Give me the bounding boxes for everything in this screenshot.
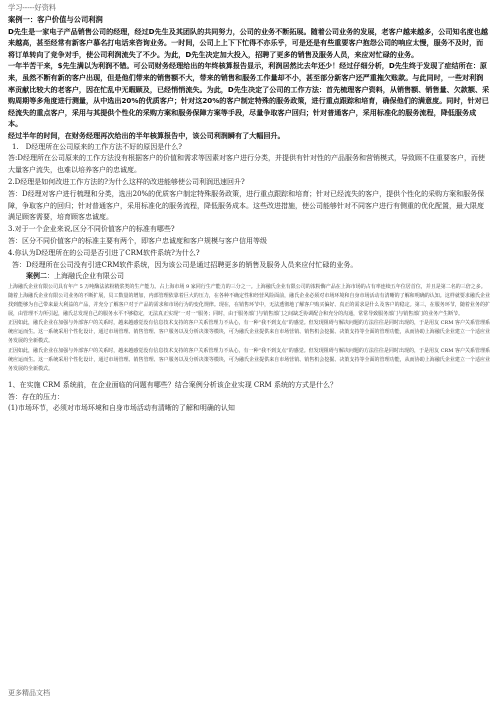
case1-answer: 答:D经理所在公司原来的工作方法没有根据客户的价值和需求等因素对客户进行分类，并提供有针对性的产品服务和营销模式，导致顾不住重要客户，而使大量客户流失，也难以培养客户的忠诚度。 <box>8 154 485 175</box>
case2-answer-item: (1)市场环节，必须对市场环境和自身市场活动有清晰的了解和明确的认知 <box>8 404 235 413</box>
page-footer: 更多精品文档 <box>8 689 50 697</box>
case2-answer: 答：存在的压力： <box>8 392 64 401</box>
case2-paragraph: 随着上海融氏企业有限公司业务的不断扩展，员工数量的增加，内部管理依靠着巨大的压力，在各种不确定性和经营风险面前，融氏企业必须对市场环境和自身市场活动有清晰的了解和明确的认知。这样就要求融氏企业找到能够为自己带来最大利益的产品，并充分了解客户对于产品的需求和市场行为的变化规律。现在，在销售环节中，无法透彻地了解客户购买偏好、真正的需求是什么及客户的稳定。第三，在服务环节，随着业务的扩展，由管理不力所引起，融氏总发现自己的服务水平不够稳定，无法真正实现“一对一”服务；同时，由于服务部门与销售部门之间缺乏协调配合和充分的沟通，常常导致服务部门与销售部门的业务产生断节。 <box>8 292 490 318</box>
case2-title-text: ：上海融氏企业有限公司 <box>47 272 124 281</box>
case1-answer: 答：D经理所在公司没有引进CRM软件系统，因为该公司是通过招聘更多的销售及服务人员来应付忙碌的业务。 <box>12 260 358 269</box>
case2-title <box>8 271 490 283</box>
document-body <box>8 14 490 415</box>
case1-question: 3.对于一个企业来说,区分不同价值客户的标准有哪些? <box>8 225 175 234</box>
case2-paragraph: 正因如此，融氏企业在加强与外部客户的关系时，越来越感觉没有信息技术支持的客户关系管理力不从心，有一种“我不到支点”的感觉。但发现阻碍与解决问题的方法往往是同时出现的，于是用友 CRM 客户关系管理系统应运而生。这一系统采用个性化设计，通过市场管理、销售管理、客户服务以及分析决策等模块，可为融氏企业提供来自市场营销、销售机会挖掘、决策支持等全面的管理功能，从而协助上海融氏企业建立一个适应业务发展的全新模式。 <box>8 320 490 345</box>
case1-paragraph: D先生是一家电子产品销售公司的经理，经过D先生及其团队的共同努力，公司的业务不断拓展。随着公司业务的发展，老客户越来越多，公司知名度也越来越高，甚至经常有新客户慕名打电话来咨询业务。一时间，公司上上下下忙得不亦乐乎，可是还是有些重要客户抱怨公司的响应太慢，服务不及时，而将订单转向了竞争对手，使公司利润流失了不少。为此，D先生决定加大投入，招聘了更多的销售及服务人员，来应对忙碌的业务。 <box>8 26 488 59</box>
page-header: 学习-----好资料 <box>8 3 57 12</box>
case1-answer: 答：D经理对客户进行梳理和分类，选出20%的优质客户制定特殊服务政策，进行重点跟踪和培育；针对已经流失的客户，提供个性化的采购方案和服务保障，争取客户的回归；针对普通客户，采用标准化的服务流程，降低服务成本。这些改进措施，使公司能够针对不同客户进行有侧重的优化配置，最大限度满足顾客需要，培育顾客忠诚度。 <box>8 189 485 222</box>
case1-answer: 答：区分不同价值客户的标准主要有两个，即客户忠诚度和客户规模与客户信用等级 <box>8 236 267 245</box>
case2-paragraph: 上海融氏企业有限公司具有年产 5 万吨酶法浓粉精浆类的生产能力。占上海市场 9 家同行生产能力的三分之一。上海融氏企业有限公司的浓粉酶产品在上海市场的占有率连续五年位居首位，并且是第二名的三倍之多。 <box>8 283 486 290</box>
case1-paragraph: 经过半年的时间，在财务经理再次给出的半年核算报告中，该公司利润瞬有了大幅回升。 <box>8 130 285 140</box>
case1-title: 案例一：客户价值与公司利润 <box>8 15 103 24</box>
case2-paragraph: 正因如此，融氏企业在加强与外部客户的关系时，越来越感觉没有信息技术支持的客户关系管理力不从心，有一种“我不到支点”的感觉。但发现阻碍与解决问题的方法往往是同时出现的，于是用友 CRM 客户关系管理系统应运而生。这一系统采用个性化设计，通过市场管理、销售管理、客户服务以及分析决策等模块，可为融氏企业提供来自市场营销、销售机会挖掘、决策支持等全面的管理功能，从而协助上海融氏企业建立一个适应业务发展的全新模式。 <box>8 347 490 372</box>
case1-question: 4.你认为D经理所在的公司是否引进了CRM软件系统?为什么? <box>8 248 200 257</box>
case2-label: 案例二 <box>26 272 47 281</box>
case1-question: 1. D经理所在公司原来的工作方法不好的原因是什么? <box>12 142 183 151</box>
case2-question: 1、在实施 CRM 系统前，在企业面临的问题有哪些？结合案例分析该企业实现 CRM 系统的方式是什么？ <box>8 380 337 389</box>
case1-question: 2.D经理是如何改进工作方法的?为什么这样的改进能够使公司利润迅速回升? <box>8 177 245 186</box>
case1-paragraph: 一年半苦干来，$先生满以为利润不错。可公司财务经理给出的年终核算报告显示，利润居然比去年还少！经过仔细分析，D先生终于发现了症结所在：原来，虽然不断有新的客户出现，但是他们带来的销售额不大，带来的销售和服务工作量却不小，甚至部分新客户还严重拖欠账款。与此同时，一些对利润率贡献比较大的老客户，因在忙乱中无暇顾及，已经悄悄流失。为此，D先生决定了公司的工作方法：首先梳理客户资料，从销售额、销售量、欠款额、采购周期等多角度进行测量，从中选出20%的优质客户；针对这20%的客户制定特殊的服务政策，进行重点跟踪和培育，确保他们的满意度。同时，针对已经流失的重点客户，采用与其提供个性化的采购方案和服务保障方案等手段，尽量争取客户回归；针对普通客户，采用标准化的服务流程，降低服务成本。 <box>8 61 490 129</box>
